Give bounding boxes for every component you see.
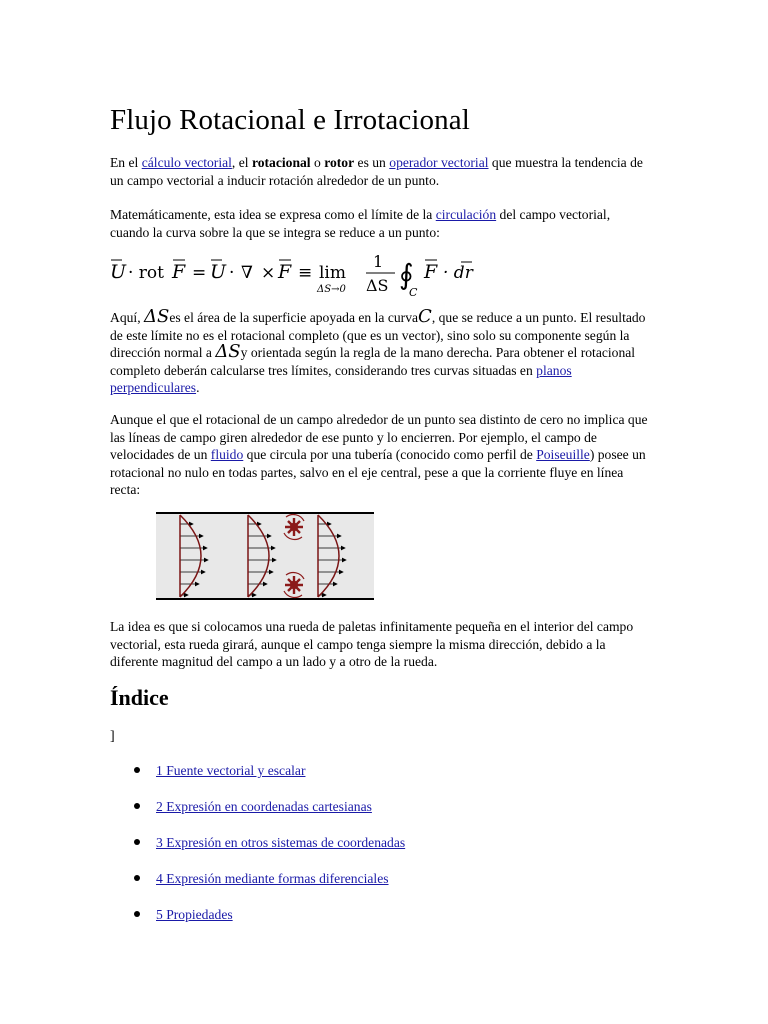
text-run: , el	[231, 155, 252, 170]
delta-s-symbol: ΔS	[215, 341, 241, 362]
formula-nabla: ∇	[241, 263, 253, 283]
delta-s-symbol: ΔS	[143, 306, 170, 327]
formula-denominator: ΔS	[366, 276, 389, 295]
toc-item	[110, 762, 405, 798]
toc-link-otros-sistemas[interactable]: 3 Expresión en otros sistemas de coordenadas	[156, 835, 406, 850]
text-run: es el área de la superficie apoyada en la curva	[169, 310, 419, 325]
intro-paragraph	[110, 154, 650, 189]
bullet-icon	[134, 839, 140, 845]
toc-link-coordenadas-cartesianas[interactable]: 2 Expresión en coordenadas cartesianas	[156, 799, 372, 814]
text-run: Aquí,	[110, 310, 144, 325]
text-run: del campo vectorial, cuando la curva sobre la que se integra se reduce a un punto:	[110, 207, 611, 240]
toc-link-formas-diferenciales[interactable]: 4 Expresión mediante formas diferenciales	[156, 871, 389, 886]
link-fluido[interactable]: fluido	[210, 447, 244, 462]
formula-times: ×	[261, 263, 276, 283]
contour-integral-icon: ∮	[399, 258, 414, 291]
formula-dr: · dr	[443, 263, 473, 283]
page-title: Flujo Rotacional e Irrotacional	[110, 104, 470, 136]
formula-u2: U	[210, 261, 227, 283]
formula-rot: · rot	[128, 263, 165, 283]
toc-link-propiedades[interactable]: 5 Propiedades	[156, 907, 233, 922]
link-perpendiculares[interactable]: perpendiculares	[110, 380, 197, 395]
formula-lim-subscript: ΔS→0	[317, 284, 346, 295]
bold-term-rotor: rotor	[324, 155, 355, 170]
bold-term-rotacional: rotacional	[251, 155, 311, 170]
text-run: que circula por una tubería (conocido como perfil de	[243, 447, 537, 462]
formula-eq: =	[192, 263, 207, 283]
pipe-background	[156, 513, 374, 599]
text-run: .	[196, 380, 200, 395]
text-run: que muestra la tendencia de un campo vectorial a inducir rotación alrededor de un punto.	[110, 155, 643, 188]
table-of-contents	[110, 762, 405, 942]
text-run: Matemáticamente, esta idea se expresa como el límite de la	[110, 207, 436, 222]
text-run: es un	[354, 155, 390, 170]
toc-item	[110, 834, 405, 870]
link-circulacion[interactable]: circulación	[435, 207, 497, 222]
link-planos[interactable]: planos	[536, 362, 572, 378]
bullet-icon	[134, 875, 140, 881]
formula-f3: F	[424, 261, 438, 283]
poiseuille-flow-figure	[156, 510, 374, 602]
poiseuille-paragraph	[110, 411, 650, 499]
formula-numerator: 1	[373, 252, 384, 271]
toc-link-fuente-vectorial[interactable]: 1 Fuente vectorial y escalar	[156, 763, 306, 778]
toc-item	[110, 798, 405, 834]
toc-item	[110, 906, 405, 942]
paddle-wheel-paragraph: La idea es que si colocamos una rueda de paletas infinitamente pequeña en el interior del campo vectorial, esta rueda girará, aunque el campo tenga siempre la misma dirección, debido a la diferente magnitud del campo a un lado y a otro de la rueda.	[110, 619, 634, 669]
formula-lim: lim	[319, 263, 346, 283]
text-run: En el	[110, 155, 142, 170]
formula-f2: F	[278, 261, 292, 283]
formula-equiv: ≡	[298, 263, 313, 283]
text-run: y orientada según la regla de la mano derecha. Para obtener el rotacional completo deberán calcularse tres límites, considerando tres curvas situadas en	[110, 345, 636, 378]
link-operador-vectorial[interactable]: operador vectorial	[389, 155, 489, 170]
bullet-icon	[134, 767, 140, 773]
curl-formula	[110, 250, 510, 298]
explanation-paragraph	[110, 306, 650, 397]
link-calculo-vectorial[interactable]: cálculo vectorial	[141, 155, 232, 170]
math-paragraph	[110, 206, 650, 241]
text-run: o	[310, 155, 325, 170]
link-poiseuille[interactable]: Poiseuille	[536, 447, 590, 462]
bullet-icon	[134, 803, 140, 809]
text-run: ) posee un rotacional no nulo en todas partes, salvo en el eje central, pese a que la corriente fluye en línea recta:	[110, 447, 646, 497]
bullet-icon	[134, 911, 140, 917]
text-run: Aunque el que el rotacional de un campo alrededor de un punto sea distinto de cero no implica que las líneas de campo giren alrededor de ese punto y lo encierren. Por ejemplo, el campo de velocidades de un	[110, 412, 648, 462]
formula-f1: F	[172, 261, 186, 283]
curve-c-symbol: C	[418, 306, 432, 327]
formula-integral-subscript: C	[409, 286, 418, 298]
index-heading: Índice	[110, 685, 169, 710]
text-run: , que se reduce a un punto. El resultado de este límite no es el rotacional completo (que es un vector), sino solo su componente según la dirección normal a	[110, 310, 646, 360]
formula-dot: ·	[229, 263, 235, 283]
stray-bracket: ]	[110, 729, 115, 744]
formula-u1: U	[110, 261, 127, 283]
toc-item	[110, 870, 405, 906]
